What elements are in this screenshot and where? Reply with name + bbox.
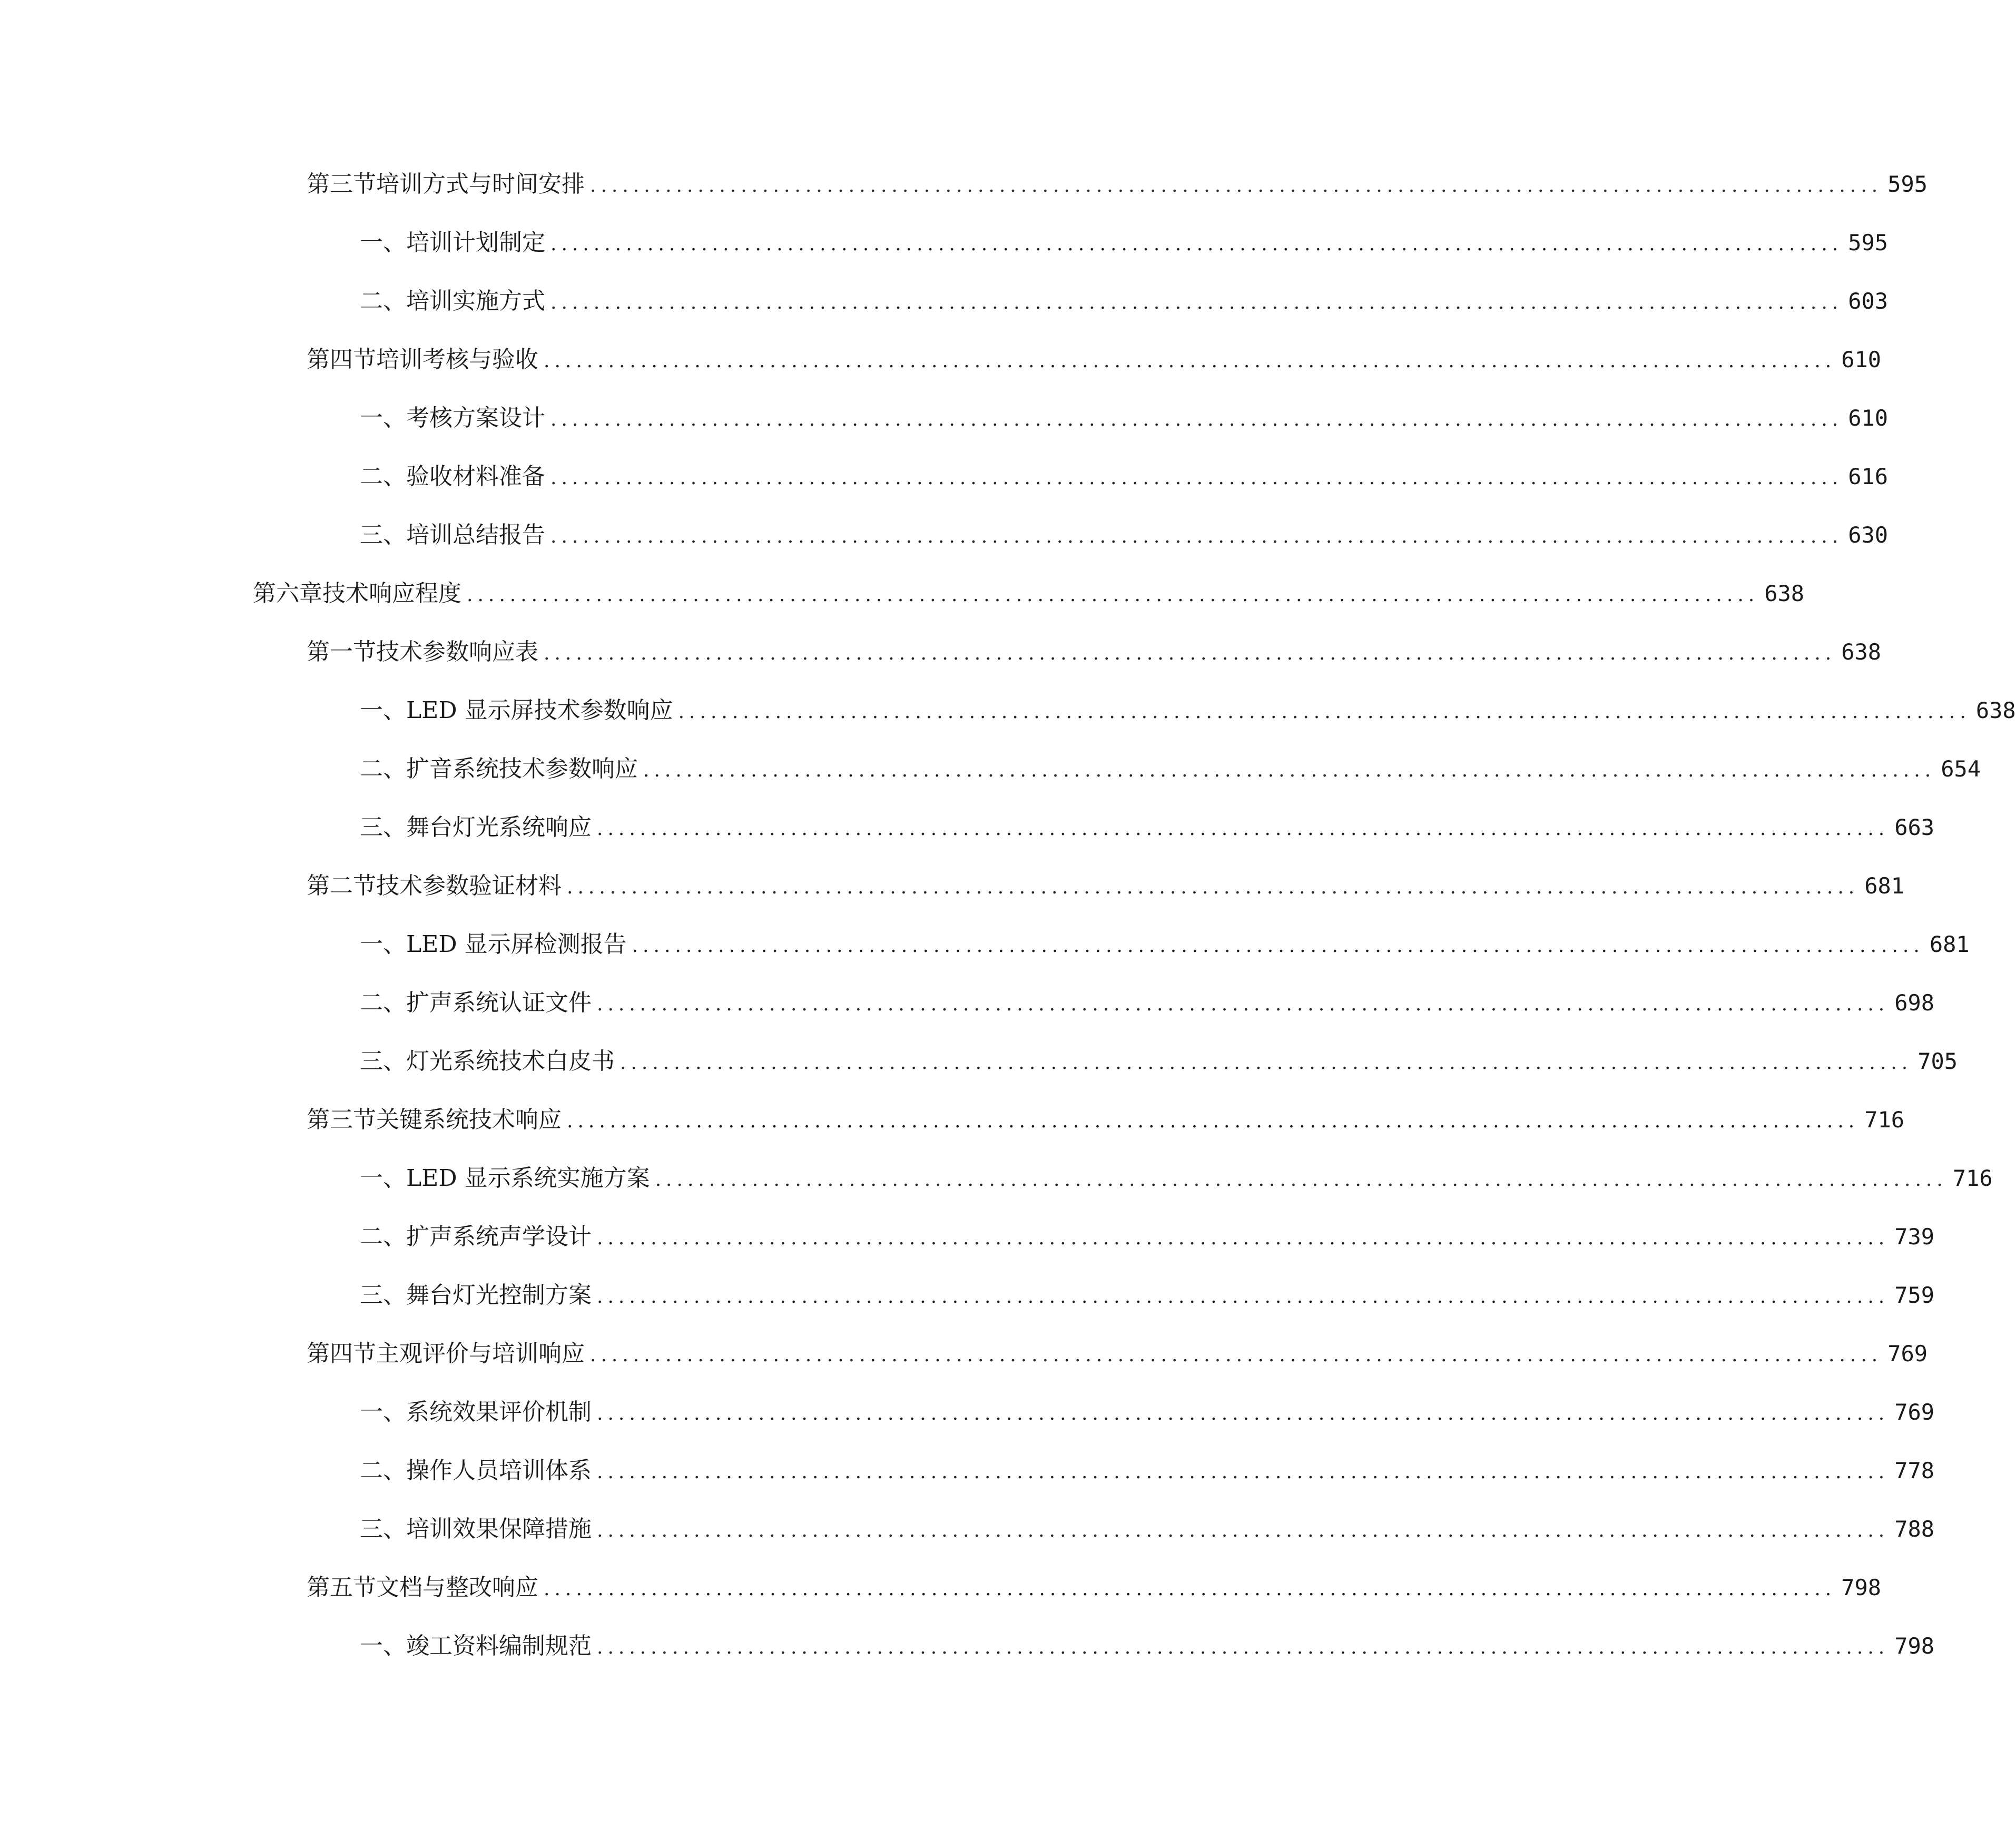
toc-entry-page-number: 759 bbox=[1894, 1282, 1935, 1308]
dot-leader: ........................................................................................................................ bbox=[597, 1520, 1890, 1541]
toc-entry-title: 培训考核与验收 bbox=[376, 346, 538, 373]
toc-entry[interactable] bbox=[307, 344, 1882, 376]
toc-entry[interactable] bbox=[360, 286, 1889, 317]
toc-entry-page-number: 603 bbox=[1848, 288, 1889, 314]
toc-entry-title: 培训计划制定 bbox=[406, 229, 545, 256]
toc-entry-number: 三、 bbox=[360, 522, 406, 548]
toc-entry[interactable] bbox=[360, 1397, 1935, 1428]
dot-leader: ........................................................................................................................ bbox=[632, 935, 1924, 957]
dot-leader: ........................................................................................................................ bbox=[590, 1344, 1883, 1366]
toc-entry-number: 一、 bbox=[360, 1399, 406, 1426]
toc-entry-page-number: 638 bbox=[1764, 581, 1805, 606]
toc-entry[interactable] bbox=[360, 1046, 1958, 1077]
toc-entry-title: 主观评价与培训响应 bbox=[376, 1340, 585, 1367]
toc-entry[interactable] bbox=[307, 870, 1905, 902]
toc-entry-title: 验收材料准备 bbox=[406, 463, 545, 490]
toc-entry-title: 技术参数响应表 bbox=[376, 638, 538, 665]
toc-entry[interactable] bbox=[360, 519, 1889, 551]
toc-entry-title: 培训效果保障措施 bbox=[406, 1516, 592, 1542]
toc-entry-title: 灯光系统技术白皮书 bbox=[406, 1048, 615, 1075]
toc-entry-page-number: 769 bbox=[1887, 1341, 1928, 1367]
toc-entry-number: 第一节 bbox=[307, 638, 376, 665]
toc-entry-page-number: 788 bbox=[1894, 1516, 1935, 1542]
toc-entry-title: 竣工资料编制规范 bbox=[406, 1633, 592, 1659]
toc-entry-number: 一、 bbox=[360, 405, 406, 431]
toc-entry-title: 技术响应程度 bbox=[322, 580, 461, 607]
dot-leader: ........................................................................................................................ bbox=[550, 233, 1843, 255]
toc-entry-number: 第四节 bbox=[307, 1340, 376, 1367]
toc-entry-page-number: 595 bbox=[1887, 171, 1928, 197]
dot-leader: ........................................................................................................................ bbox=[544, 643, 1836, 664]
toc-entry-number: 一、 bbox=[360, 229, 406, 256]
toc-entry-number: 二、 bbox=[360, 755, 406, 782]
toc-entry-page-number: 663 bbox=[1894, 814, 1935, 840]
toc-entry[interactable] bbox=[307, 169, 1928, 200]
toc-entry[interactable] bbox=[360, 1630, 1935, 1662]
toc-entry-title: 操作人员培训体系 bbox=[406, 1457, 592, 1484]
toc-entry-title: LED 显示屏技术参数响应 bbox=[406, 697, 673, 724]
dot-leader: ........................................................................................................................ bbox=[655, 1169, 1948, 1191]
toc-entry-number: 二、 bbox=[360, 989, 406, 1016]
dot-leader: ........................................................................................................................ bbox=[544, 1578, 1836, 1600]
toc-entry-number: 一、 bbox=[360, 697, 406, 724]
dot-leader: ........................................................................................................................ bbox=[567, 877, 1860, 898]
toc-entry-number: 一、 bbox=[360, 931, 406, 958]
dot-leader: ........................................................................................................................ bbox=[643, 760, 1936, 781]
toc-entry-title: 扩声系统声学设计 bbox=[406, 1223, 592, 1250]
toc-entry-page-number: 616 bbox=[1848, 464, 1889, 489]
toc-entry-title: LED 显示系统实施方案 bbox=[406, 1165, 650, 1192]
toc-entry-title: LED 显示屏检测报告 bbox=[406, 931, 627, 958]
toc-entry-number: 一、 bbox=[360, 1165, 406, 1192]
toc-entry-title: 扩音系统技术参数响应 bbox=[406, 755, 638, 782]
toc-entry-title: 考核方案设计 bbox=[406, 405, 545, 431]
dot-leader: ........................................................................................................................ bbox=[550, 526, 1843, 547]
toc-entry-title: 培训方式与时间安排 bbox=[376, 171, 585, 198]
toc-entry-title: 舞台灯光系统响应 bbox=[406, 814, 592, 841]
toc-entry-page-number: 610 bbox=[1848, 405, 1889, 431]
toc-entry-number: 第二节 bbox=[307, 872, 376, 899]
toc-entry-page-number: 654 bbox=[1941, 756, 1981, 782]
toc-entry-number: 二、 bbox=[360, 288, 406, 314]
dot-leader: ........................................................................................................................ bbox=[597, 994, 1890, 1015]
toc-entry-number: 第五节 bbox=[307, 1574, 376, 1601]
toc-entry-number: 三、 bbox=[360, 1048, 406, 1075]
toc-entry-page-number: 778 bbox=[1894, 1458, 1935, 1483]
toc-entry-page-number: 705 bbox=[1917, 1048, 1958, 1074]
toc-entry[interactable] bbox=[360, 402, 1889, 434]
toc-entry-page-number: 698 bbox=[1894, 990, 1935, 1016]
toc-entry-number: 三、 bbox=[360, 1282, 406, 1309]
toc-entry[interactable] bbox=[360, 753, 1981, 785]
toc-entry-title: 培训总结报告 bbox=[406, 522, 545, 548]
toc-entry[interactable] bbox=[360, 1513, 1935, 1545]
dot-leader: ........................................................................................................................ bbox=[597, 1637, 1890, 1658]
toc-entry[interactable] bbox=[360, 1280, 1935, 1311]
dot-leader: ........................................................................................................................ bbox=[678, 701, 1971, 723]
toc-entry[interactable] bbox=[307, 636, 1882, 668]
dot-leader: ........................................................................................................................ bbox=[467, 584, 1759, 606]
toc-entry-number: 二、 bbox=[360, 1457, 406, 1484]
dot-leader: ........................................................................................................................ bbox=[567, 1110, 1860, 1132]
toc-entry-page-number: 638 bbox=[1841, 639, 1882, 665]
toc-entry[interactable] bbox=[360, 929, 1970, 960]
toc-entry[interactable] bbox=[307, 1338, 1928, 1370]
toc-entry-number: 二、 bbox=[360, 463, 406, 490]
toc-entry[interactable] bbox=[360, 1221, 1935, 1253]
toc-entry-page-number: 638 bbox=[1975, 697, 2016, 723]
toc-entry-page-number: 716 bbox=[1864, 1107, 1905, 1133]
dot-leader: ........................................................................................................................ bbox=[590, 175, 1883, 196]
toc-entry-number: 二、 bbox=[360, 1223, 406, 1250]
dot-leader: ........................................................................................................................ bbox=[597, 1403, 1890, 1424]
toc-entry-title: 技术参数验证材料 bbox=[376, 872, 562, 899]
dot-leader: ........................................................................................................................ bbox=[597, 1286, 1890, 1308]
toc-entry-page-number: 681 bbox=[1929, 931, 1970, 957]
dot-leader: ........................................................................................................................ bbox=[597, 1227, 1890, 1249]
toc-entry-page-number: 610 bbox=[1841, 347, 1882, 372]
dot-leader: ........................................................................................................................ bbox=[544, 350, 1836, 372]
toc-entry-number: 第三节 bbox=[307, 171, 376, 198]
toc-entry-page-number: 798 bbox=[1894, 1633, 1935, 1659]
toc-entry-page-number: 595 bbox=[1848, 230, 1889, 255]
toc-entry-page-number: 769 bbox=[1894, 1399, 1935, 1425]
dot-leader: ........................................................................................................................ bbox=[620, 1052, 1913, 1074]
toc-entry-title: 关键系统技术响应 bbox=[376, 1106, 562, 1133]
toc-entry-number: 第四节 bbox=[307, 346, 376, 373]
dot-leader: ........................................................................................................................ bbox=[550, 292, 1843, 313]
toc-entry[interactable] bbox=[307, 1104, 1905, 1136]
toc-entry-page-number: 739 bbox=[1894, 1224, 1935, 1250]
dot-leader: ........................................................................................................................ bbox=[597, 818, 1890, 840]
dot-leader: ........................................................................................................................ bbox=[550, 409, 1843, 430]
toc-entry[interactable] bbox=[360, 695, 2016, 726]
toc-entry-number: 三、 bbox=[360, 1516, 406, 1542]
dot-leader: ........................................................................................................................ bbox=[597, 1461, 1890, 1483]
toc-entry[interactable] bbox=[360, 1455, 1935, 1487]
toc-entry[interactable] bbox=[360, 812, 1935, 843]
dot-leader: ........................................................................................................................ bbox=[550, 467, 1843, 489]
toc-entry-title: 系统效果评价机制 bbox=[406, 1399, 592, 1426]
toc-entry-title: 扩声系统认证文件 bbox=[406, 989, 592, 1016]
toc-entry-page-number: 716 bbox=[1952, 1165, 1993, 1191]
toc-entry[interactable] bbox=[360, 987, 1935, 1019]
toc-entry-number: 第六章 bbox=[253, 580, 322, 607]
toc-entry-number: 一、 bbox=[360, 1633, 406, 1659]
toc-entry-title: 舞台灯光控制方案 bbox=[406, 1282, 592, 1309]
toc-entry[interactable] bbox=[307, 1572, 1882, 1604]
toc-entry-title: 培训实施方式 bbox=[406, 288, 545, 314]
toc-entry-page-number: 681 bbox=[1864, 873, 1905, 899]
toc-entry[interactable] bbox=[360, 461, 1889, 493]
toc-entry-number: 三、 bbox=[360, 814, 406, 841]
toc-entry-title: 文档与整改响应 bbox=[376, 1574, 538, 1601]
toc-entry-page-number: 798 bbox=[1841, 1575, 1882, 1600]
toc-entry[interactable] bbox=[253, 578, 1805, 610]
toc-entry-page-number: 630 bbox=[1848, 522, 1889, 548]
toc-entry-number: 第三节 bbox=[307, 1106, 376, 1133]
toc-entry[interactable] bbox=[360, 227, 1889, 259]
toc-entry[interactable] bbox=[360, 1163, 1993, 1194]
